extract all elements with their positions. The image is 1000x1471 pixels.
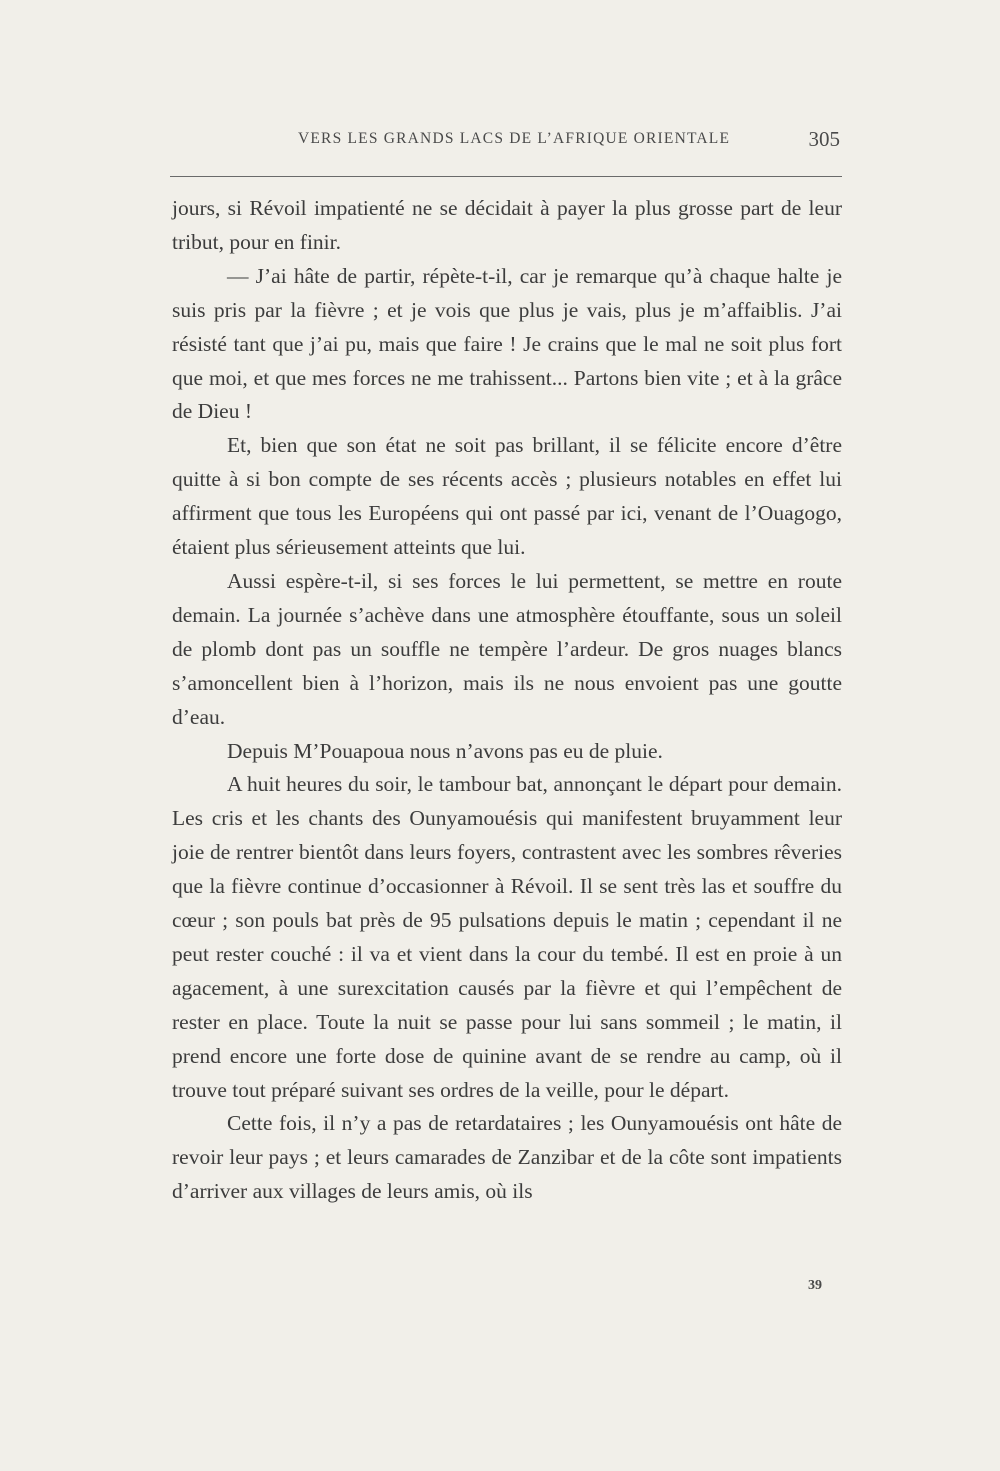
- paragraph: Cette fois, il n’y a pas de retardataires ; les Ounyamouésis ont hâte de revoir leur pays ; et leurs camarades de Zanzibar et de la côte sont impatients d’arriver aux villages de leurs amis, où ils: [172, 1111, 842, 1204]
- body-text: [172, 192, 842, 1209]
- signature-mark: 39: [808, 1278, 822, 1293]
- paragraph: Et, bien que son état ne soit pas brillant, il se félicite encore d’être quitte à si bon compte de ses récents accès ; plusieurs notables en effet lui affirment que tous les Européens qui ont passé par ici, venant de l’Ouagogo, étaient plus sérieusement atteints que lui.: [172, 433, 842, 560]
- header-rule: [170, 176, 842, 177]
- paragraph: A huit heures du soir, le tambour bat, annonçant le départ pour demain. Les cris et les chants des Ounyamouésis qui manifestent bruyamment leur joie de rentrer bientôt dans leurs foyers, contrastent avec les sombres rêveries que la fièvre continue d’occasionner à Révoil. Il se sent très las et souffre du cœur ; son pouls bat près de 95 pulsations depuis le matin ; cependant il ne peut rester couché : il va et vient dans la cour du tembé. Il est en proie à un agacement, à une surexcitation causés par la fièvre et qui l’empêchent de rester en place. Toute la nuit se passe pour lui sans sommeil ; le matin, il prend encore une forte dose de quinine avant de se rendre au camp, où il trouve tout préparé suivant ses ordres de la veille, pour le départ.: [172, 772, 842, 1102]
- running-title: VERS LES GRANDS LACS DE L’AFRIQUE ORIENTALE: [298, 130, 731, 147]
- paragraph: jours, si Révoil impatienté ne se décidait à payer la plus grosse part de leur tribut, pour en finir.: [172, 196, 842, 254]
- page-number: 305: [808, 127, 840, 151]
- paragraph: Aussi espère-t-il, si ses forces le lui permettent, se mettre en route demain. La journée s’achève dans une atmosphère étouffante, sous un soleil de plomb dont pas un souffle ne tempère l’ardeur. De gros nuages blancs s’amoncellent bien à l’horizon, mais ils ne nous envoient pas une goutte d’eau.: [172, 568, 842, 729]
- running-head: [170, 128, 842, 152]
- paragraph: Depuis M’Pouapoua nous n’avons pas eu de pluie.: [227, 738, 663, 763]
- paragraph: — J’ai hâte de partir, répète-t-il, car je remarque qu’à chaque halte je suis pris par la fièvre ; et je vois que plus je vais, plus je m’affaiblis. J’ai résisté tant que j’ai pu, mais que faire ! Je crains que le mal ne soit plus fort que moi, et que mes forces ne me trahissent... Partons bien vite ; et à la grâce de Dieu !: [172, 263, 842, 424]
